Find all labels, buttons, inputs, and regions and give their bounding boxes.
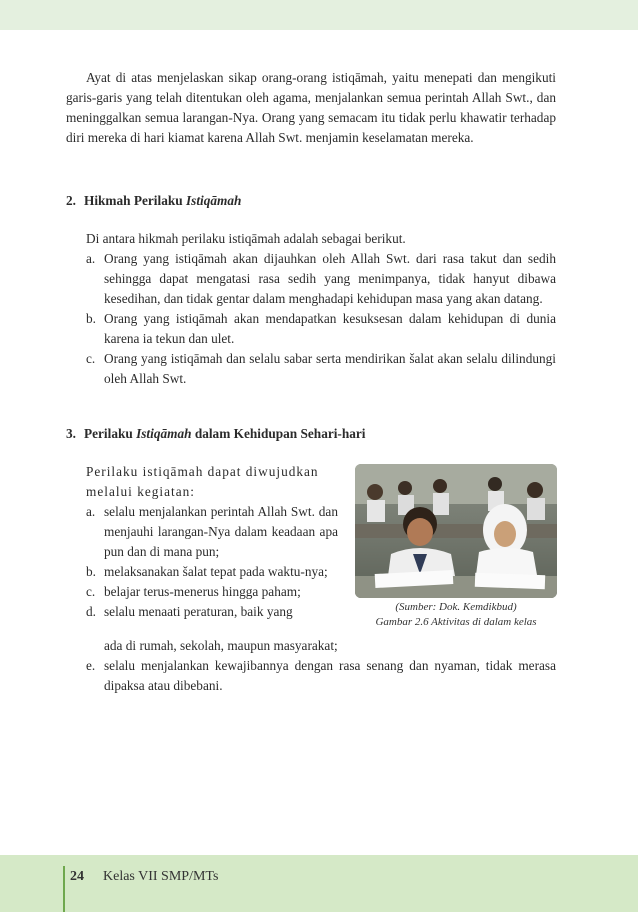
list-item: [86, 309, 556, 349]
section-2-intro: Di antara hikmah perilaku istiqāmah adalah sebagai berikut.: [86, 231, 406, 246]
list-item-text: Orang yang istiqāmah dan selalu sabar serta mendirikan šalat akan selalu dilindungi oleh Allah Swt.: [104, 351, 556, 386]
list-marker: c.: [86, 351, 96, 366]
section-2-list: [86, 249, 556, 389]
figure-title: Gambar 2.6 Aktivitas di dalam kelas: [375, 616, 537, 628]
classroom-photo: [355, 464, 557, 598]
section-2-heading: [66, 193, 241, 209]
footer-band: [0, 855, 638, 912]
list-item: [86, 562, 338, 582]
section-3-heading: [66, 426, 366, 442]
item-d-continuation: ada di rumah, sekolah, maupun masyarakat;: [104, 638, 338, 653]
list-item: [86, 656, 556, 696]
list-marker: d.: [86, 604, 96, 619]
list-item-text: melaksanakan šalat tepat pada waktu-nya;: [104, 564, 328, 579]
list-item-text: selalu menjalankan perintah Allah Swt. dan menjauhi larangan-Nya dalam keadaan apa pun dan di mana pun;: [104, 504, 338, 559]
section-3-title-prefix: Perilaku: [84, 426, 137, 441]
section-2-title-prefix: Hikmah Perilaku: [84, 193, 186, 208]
list-marker: b.: [86, 564, 96, 579]
list-item: [86, 249, 556, 309]
list-marker: a.: [86, 251, 96, 266]
list-marker: a.: [86, 504, 96, 519]
intro-paragraph-block: [66, 68, 556, 148]
list-item: [86, 602, 338, 622]
section-3-list: [86, 502, 338, 622]
intro-paragraph: Ayat di atas menjelaskan sikap orang-orang istiqāmah, yaitu menepati dan mengikuti garis-garis yang telah ditentukan oleh agama, menjalankan semua perintah Allah Swt., dan meninggalkan semua larangan-Nya. Orang yang semacam itu tidak perlu khawatir terhadap diri mereka di hari kiamat karena Allah Swt. menjamin keselamatan mereka.: [66, 70, 556, 145]
footer-divider: [63, 866, 65, 912]
figure-source: (Sumber: Dok. Kemdikbud): [395, 601, 517, 613]
list-item: [86, 349, 556, 389]
section-3-left-column: [86, 462, 338, 622]
section-3-title-italic: Istiqāmah: [136, 426, 192, 441]
list-item: [86, 502, 338, 562]
list-item-text: selalu menjalankan kewajibannya dengan rasa senang dan nyaman, tidak merasa dipaksa atau dibebani.: [104, 658, 556, 693]
section-3-title-suffix: dalam Kehidupan Sehari-hari: [191, 426, 366, 441]
section-3-intro: Perilaku istiqāmah dapat diwujudkan melalui kegiatan:: [86, 464, 319, 499]
section-3-list-tail: [86, 656, 556, 696]
list-item-text: Orang yang istiqāmah akan mendapatkan kesuksesan dalam kehidupan di dunia karena ia tekun dan ulet.: [104, 311, 556, 346]
list-item-text: Orang yang istiqāmah akan dijauhkan oleh Allah Swt. dari rasa takut dan sedih sehingga dapat mengatasi rasa sedih yang menimpanya, tidak hanyut dibawa kesedihan, dan tidak gentar dalam menghadapi kehidupan masa yang akan datang.: [104, 251, 556, 306]
list-marker: b.: [86, 311, 96, 326]
classroom-photo-illustration: [355, 464, 557, 598]
list-item: [86, 582, 338, 602]
section-3-number: 3.: [66, 426, 76, 441]
footer-label: Kelas VII SMP/MTs: [103, 869, 219, 884]
section-2-title-italic: Istiqāmah: [185, 193, 242, 208]
header-band: [0, 0, 638, 30]
page-number: 24: [70, 869, 84, 884]
list-marker: c.: [86, 584, 96, 599]
figure-caption: [340, 600, 572, 630]
list-item-text: selalu menaati peraturan, baik yang: [104, 604, 293, 619]
list-marker: e.: [86, 658, 96, 673]
list-item-text: belajar terus-menerus hingga paham;: [104, 584, 301, 599]
section-2-number: 2.: [66, 193, 76, 208]
